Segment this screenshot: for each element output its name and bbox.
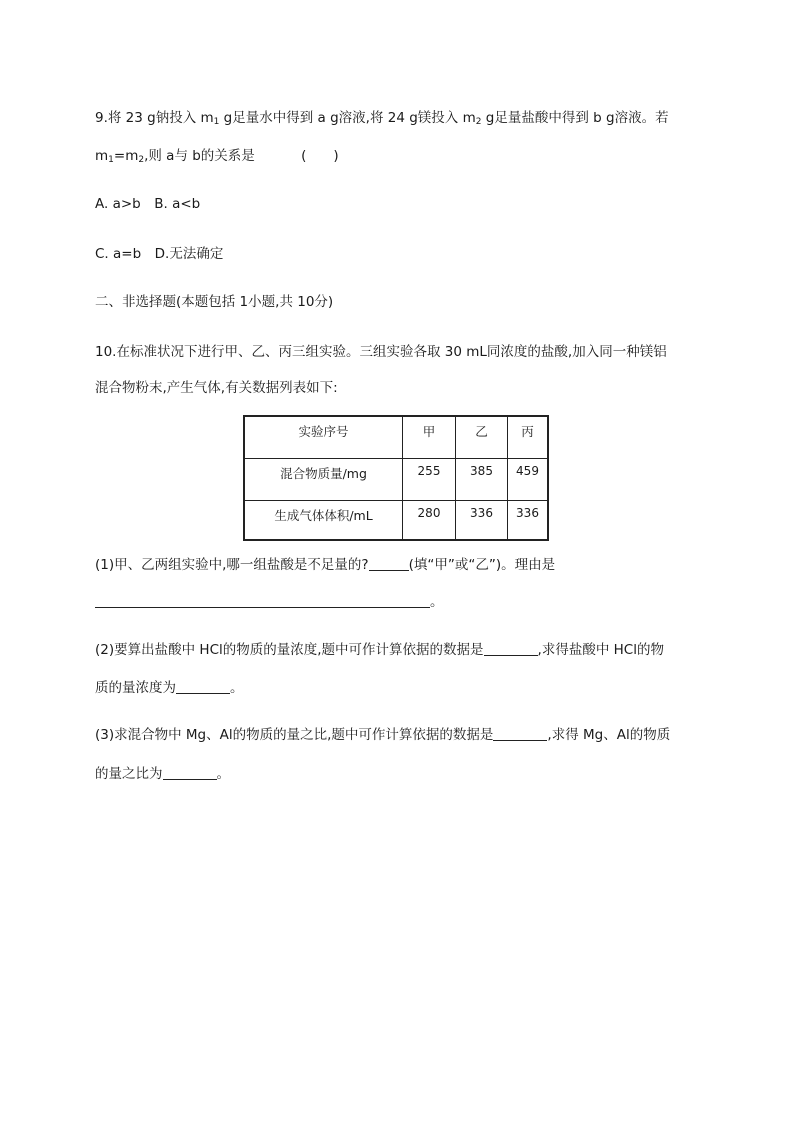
- answer-blank[interactable]: [163, 766, 217, 780]
- q9-text: ,则 a与 b的关系是: [144, 148, 255, 164]
- q9-options-row1: A. a>b B. a<b: [95, 196, 201, 212]
- answer-blank[interactable]: [493, 727, 547, 741]
- answer-bracket: ( ): [301, 148, 339, 164]
- q10-part1-line2: [95, 590, 444, 610]
- table-cell: 385: [456, 458, 508, 500]
- q9-text: =m: [113, 148, 139, 164]
- q10-part3-line1: [95, 723, 670, 743]
- q10-text: 的量之比为: [95, 766, 163, 782]
- q10-text: (2)要算出盐酸中 HCl的物质的量浓度,题中可作计算依据的数据是: [95, 642, 484, 658]
- table-row: [244, 458, 548, 500]
- q10-text: ,求得 Mg、Al的物质: [547, 727, 671, 743]
- table-cell: 459: [508, 458, 549, 500]
- table-header-cell: 丙: [508, 416, 549, 458]
- q9-text: g足量水中得到 a g溶液,将 24 g镁投入 m: [219, 110, 476, 126]
- q10-text: 。: [230, 680, 244, 696]
- subscript: 1: [108, 155, 114, 165]
- table-cell: 336: [508, 500, 549, 540]
- table-row-label: 混合物质量/mg: [244, 458, 403, 500]
- q10-text: 质的量浓度为: [95, 680, 176, 696]
- table-row-label: 生成气体体积/mL: [244, 500, 403, 540]
- q10-text: (3)求混合物中 Mg、Al的物质的量之比,题中可作计算依据的数据是: [95, 727, 494, 743]
- section-heading: 二、非选择题(本题包括 1小题,共 10分): [95, 294, 334, 310]
- q9-text: g足量盐酸中得到 b g溶液。若: [481, 110, 669, 126]
- data-table: [243, 415, 549, 541]
- table-cell: 336: [456, 500, 508, 540]
- q10-text: (填“甲”或“乙”)。理由是: [408, 557, 556, 573]
- q10-part2-line2: [95, 676, 244, 696]
- q10-part1-line1: [95, 553, 555, 573]
- q10-text: (1)甲、乙两组实验中,哪一组盐酸是不足量的?: [95, 557, 369, 573]
- q9-options-row2: C. a=b D.无法确定: [95, 246, 224, 262]
- q10-text: 。: [430, 594, 444, 610]
- answer-blank[interactable]: [484, 642, 538, 656]
- q10-intro-line2: 混合物粉末,产生气体,有关数据列表如下:: [95, 380, 338, 396]
- q10-text: ,求得盐酸中 HCl的物: [537, 642, 664, 658]
- table-row: [244, 500, 548, 540]
- table-cell: 280: [403, 500, 456, 540]
- table-header-cell: 乙: [456, 416, 508, 458]
- answer-blank[interactable]: [176, 680, 230, 694]
- table-header-row: [244, 416, 548, 458]
- subscript: 2: [475, 117, 482, 127]
- table-header-cell: 甲: [403, 416, 456, 458]
- answer-blank[interactable]: [95, 594, 430, 608]
- table-cell: 255: [403, 458, 456, 500]
- q10-part2-line1: [95, 638, 664, 658]
- q9-text: 9.将 23 g钠投入 m: [95, 110, 214, 126]
- q9-stem-line1: [95, 106, 669, 127]
- q9-stem-line2: [95, 144, 339, 165]
- subscript: 2: [138, 155, 145, 165]
- q9-text: m: [95, 148, 109, 164]
- table-header-cell: 实验序号: [244, 416, 403, 458]
- subscript: 1: [213, 117, 220, 127]
- q10-part3-line2: [95, 762, 230, 782]
- q10-intro-line1: 10.在标准状况下进行甲、乙、丙三组实验。三组实验各取 30 mL同浓度的盐酸,加入同一种镁铝: [95, 344, 667, 360]
- answer-blank[interactable]: [369, 557, 409, 571]
- q10-text: 。: [216, 766, 230, 782]
